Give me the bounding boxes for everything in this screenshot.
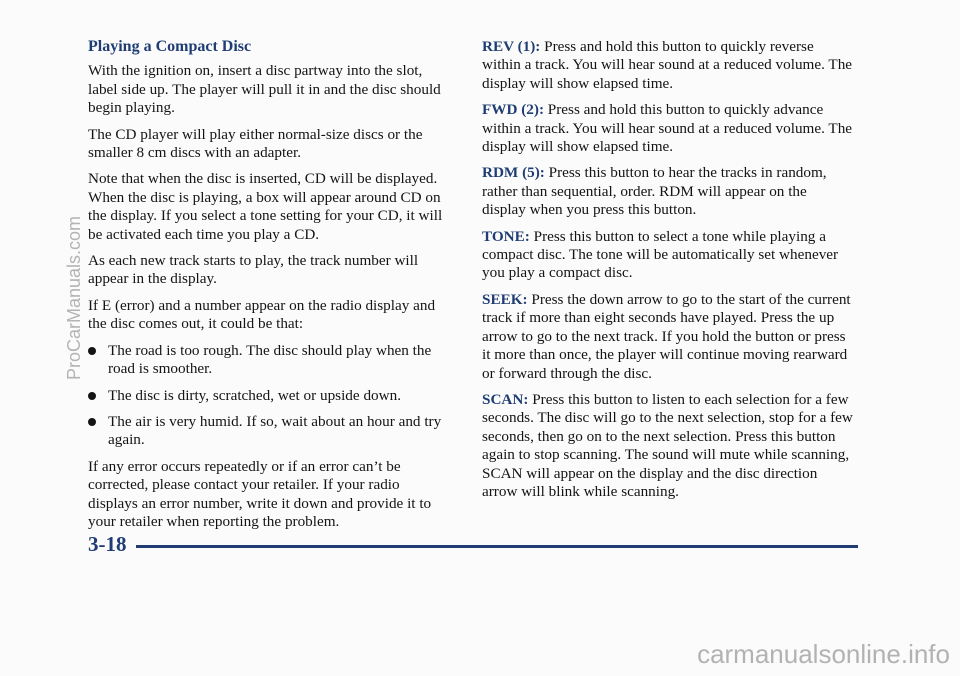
list-item <box>88 413 450 450</box>
paragraph-track-number: As each new track starts to play, the track number will appear in the display. <box>88 252 419 288</box>
term-label: TONE: <box>482 227 530 245</box>
page-footer <box>88 532 858 562</box>
footer-rule <box>136 545 858 548</box>
bottom-watermark: carmanualsonline.info <box>697 639 950 669</box>
button-description-rev <box>482 38 854 93</box>
list-item <box>88 387 450 405</box>
paragraph-insert-disc: With the ignition on, insert a disc partway into the slot, label side up. The player will pull it in and the disc should begin playing. <box>88 62 441 117</box>
button-description-tone <box>482 228 854 283</box>
list-item-text: The air is very humid. If so, wait about an hour and try again. <box>108 412 442 449</box>
button-description-rdm <box>482 164 854 219</box>
list-item-text: The road is too rough. The disc should play when the road is smoother. <box>108 341 432 378</box>
term-label: FWD (2): <box>482 101 544 119</box>
paragraph-disc-sizes: The CD player will play either normal-size discs or the smaller 8 cm discs with an adapter. <box>88 125 423 162</box>
term-description: Press this button to select a tone while playing a compact disc. The tone will be automatically set whenever you play a compact disc. <box>482 227 839 282</box>
side-watermark: ProCarManuals.com <box>64 215 84 380</box>
term-description: Press and hold this button to quickly reverse within a track. You will hear sound at a reduced volume. The display will show elapsed time. <box>482 38 853 92</box>
button-description-scan <box>482 391 854 501</box>
right-column <box>482 38 854 509</box>
button-description-seek <box>482 291 854 383</box>
term-label: SEEK: <box>482 290 528 308</box>
term-description: Press this button to listen to each selection for a few seconds. The disc will go to the next selection, stop for a few seconds, then go on to the next selection. Press this button again to stop scanning. The sound will mute while scanning, SCAN will appear on the display and the disc direction arrow will blink while scanning. <box>482 390 853 500</box>
list-item <box>88 342 450 379</box>
term-description: Press and hold this button to quickly advance within a track. You will hear sound at a reduced volume. The display will show elapsed time. <box>482 101 853 156</box>
paragraph-contact-retailer: If any error occurs repeatedly or if an error can’t be corrected, please contact your retailer. If your radio displays an error number, write it down and provide it to your retailer when reporting the problem. <box>88 457 432 530</box>
term-label: SCAN: <box>482 390 529 408</box>
left-column <box>88 38 450 539</box>
error-causes-list <box>88 342 450 450</box>
button-description-fwd <box>482 101 854 156</box>
paragraph-cd-display: Note that when the disc is inserted, CD will be displayed. When the disc is playing, a box will appear around CD on the display. If you select a tone setting for your CD, it will be activated each time you play a CD. <box>88 170 443 243</box>
list-item-text: The disc is dirty, scratched, wet or upside down. <box>108 386 401 404</box>
bullet-icon <box>88 347 96 355</box>
term-label: RDM (5): <box>482 164 545 182</box>
bullet-icon <box>88 418 96 426</box>
term-description: Press the down arrow to go to the start of the current track if more than eight seconds have played. Press the up arrow to go to the next track. If you hold the button or press it more than once, the player will continue moving rearward or forward through the disc. <box>482 290 851 382</box>
page-number: 3-18 <box>88 532 127 556</box>
section-heading: Playing a Compact Disc <box>88 38 252 55</box>
paragraph-error-intro: If E (error) and a number appear on the radio display and the disc comes out, it could be that: <box>88 296 436 333</box>
term-description: Press this button to hear the tracks in random, rather than sequential, order. RDM will appear on the display when you press this button. <box>482 164 827 219</box>
term-label: REV (1): <box>482 38 541 55</box>
bullet-icon <box>88 392 96 400</box>
